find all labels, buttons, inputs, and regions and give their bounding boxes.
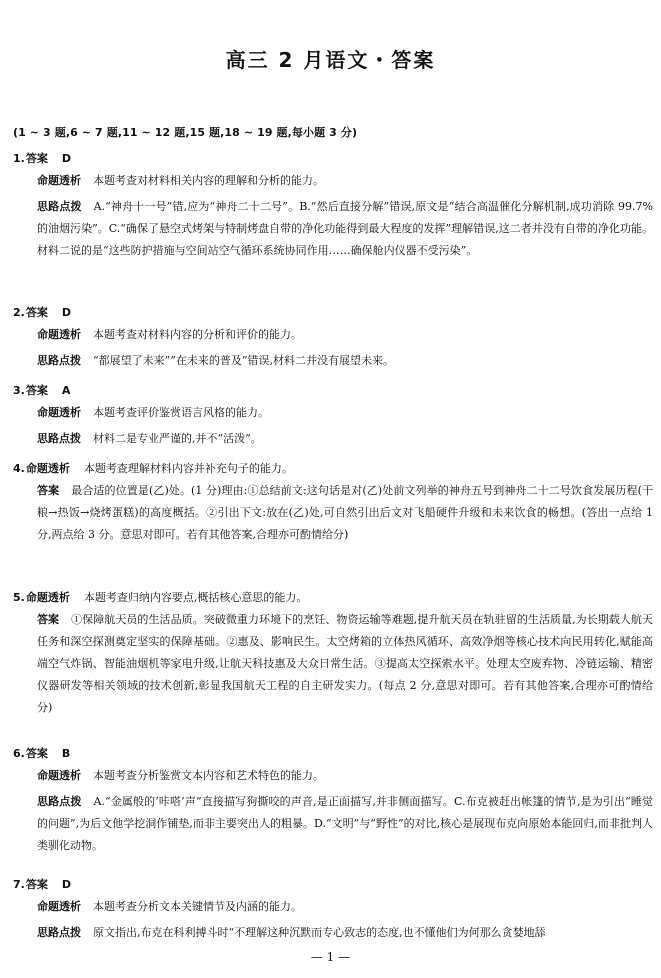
q6-intent-text: 本题考查分析鉴赏文本内容和艺术特色的能力。 [93,769,324,782]
q4-intent-text: 本题考查理解材料内容并补充句子的能力。 [83,462,293,475]
q4-answer-text: 最合适的位置是(乙)处。(1 分)理由:①总结前文:这句话是对(乙)处前文列举的神舟五号到神舟二十二号饮食发展历程(干粮→热饭→烧烤蛋糕)的高度概括。②引出下文:放在(乙)处,可自然引出后文对飞船硬件升级和未来饮食的畅想。(答出一点给 1 分,两点给 3 分。意思对即可。若有其他答案,合理亦可酌情给分) [37,484,653,541]
q3-hint-label: 思路点拨 [37,432,81,445]
q2-number: 2. [13,306,25,319]
scoring-note: (1 ~ 3 题,6 ~ 7 题,11 ~ 12 题,15 题,18 ~ 19 题,每小题 3 分) [13,126,358,139]
q1-hint-text: A.“神舟十一号”错,应为“神舟二十二号”。B.“然后直接分解”错误,原文是“结合高温催化分解机制,成功消除 99.7% 的油烟污染”。C.“确保了悬空式烤架与特制烤盘自带的净化功能得到最大程度的发挥”理解错误,这二者并没有自带的净化功能。材料二说的是“这些防护措施与空间站空气循环系统协同作用……确保舱内仪器不受污染”。 [37,200,653,257]
q4-answer-label: 答案 [37,484,60,497]
q2-hint [37,350,653,372]
q7-intent [37,896,653,918]
q1-intent-label: 命题透析 [37,174,81,187]
q5-intent-text: 本题考查归纳内容要点,概括核心意思的能力。 [83,591,308,604]
q1-hint-label: 思路点拨 [37,200,82,213]
q2-hint-label: 思路点拨 [37,354,81,367]
q3-hint-text: 材料二是专业严谨的,并不“活泼”。 [93,432,262,445]
q4-answer [37,480,653,546]
q4-intent-line [13,460,293,476]
q5-intent-label: 命题透析 [25,591,70,604]
q6-hint-text: A.“金属般的‘咔嗒’声”直接描写狗撕咬的声音,是正面描写,并非侧面描写。C.布克被赶出帐篷的情节,是为引出“睡觉的问题”,为后文他学挖洞作铺垫,而非主要突出人的粗暴。D.“文明”与“野性”的对比,核心是展现布克向原始本能回归,而非批判人类驯化动物。 [37,795,653,852]
q5-answer-label: 答案 [37,613,60,626]
q7-intent-text: 本题考查分析文本关键情节及内涵的能力。 [93,900,302,913]
q7-hint-label: 思路点拨 [37,926,81,939]
q7-answer-value: D [61,878,71,891]
q5-answer-text: ①保障航天员的生活品质。突破微重力环境下的烹饪、物资运输等难题,提升航天员在轨驻留的生活质量,为长期载人航天任务和深空探测奠定坚实的保障基础。②惠及、影响民生。太空烤箱的立体热风循环、高效净烟等核心技术向民用转化,赋能高端空气炸锅、智能油烟机等家电升级,让航天科技惠及大众日常生活。③提高太空探索水平。处理太空废弃物、冷链运输、精密仪器研发等相关领域的技术创新,彰显我国航天工程的自主研发实力。(每点 2 分,意思对即可。若有其他答案,合理亦可酌情给分) [37,613,653,714]
q1-intent [37,170,653,192]
q3-number: 3. [13,384,25,397]
q3-intent-text: 本题考查评价鉴赏语言风格的能力。 [93,406,269,419]
q1-intent-text: 本题考查对材料相关内容的理解和分析的能力。 [93,174,324,187]
q7-number: 7. [13,878,25,891]
q1-answer-value: D [61,152,71,165]
page-title: 高三 2 月语文・答案 [225,48,436,72]
q7-intent-label: 命题透析 [37,900,81,913]
q6-answer-label: 答案 [25,747,48,760]
q3-intent [37,402,653,424]
q2-answer-label: 答案 [25,306,48,319]
q5-number: 5. [13,591,25,604]
q4-intent-label: 命题透析 [25,462,70,475]
q2-answer-line [13,304,71,320]
q6-hint-label: 思路点拨 [37,795,82,808]
page-number: — 1 — [310,950,351,964]
q6-answer-value: B [61,747,71,760]
q3-intent-label: 命题透析 [37,406,81,419]
q6-number: 6. [13,747,25,760]
q5-answer [37,609,653,719]
q3-answer-line [13,382,70,398]
q2-intent-label: 命题透析 [37,328,81,341]
q3-answer-label: 答案 [25,384,48,397]
q7-hint-text: 原文指出,布克在科利搏斗时“不理解这种沉默而专心致志的态度,也不懂他们为何那么贪婪地舔 [93,926,546,939]
q1-answer-label: 答案 [25,152,48,165]
q3-hint [37,428,653,450]
q6-hint [37,791,653,857]
q1-hint [37,196,653,262]
q2-hint-text: “都展望了未来”“在未来的普及”错误,材料二并没有展望未来。 [93,354,394,367]
q1-answer-line [13,150,71,166]
q1-number: 1. [13,152,25,165]
q2-intent [37,324,653,346]
q6-intent [37,765,653,787]
q6-answer-line [13,745,70,761]
q2-answer-value: D [61,306,71,319]
q7-answer-line [13,876,71,892]
q3-answer-value: A [61,384,71,397]
q5-intent-line [13,589,307,605]
q4-number: 4. [13,462,25,475]
q7-answer-label: 答案 [25,878,48,891]
q6-intent-label: 命题透析 [37,769,81,782]
q2-intent-text: 本题考查对材料内容的分析和评价的能力。 [93,328,302,341]
q7-hint [37,922,653,944]
